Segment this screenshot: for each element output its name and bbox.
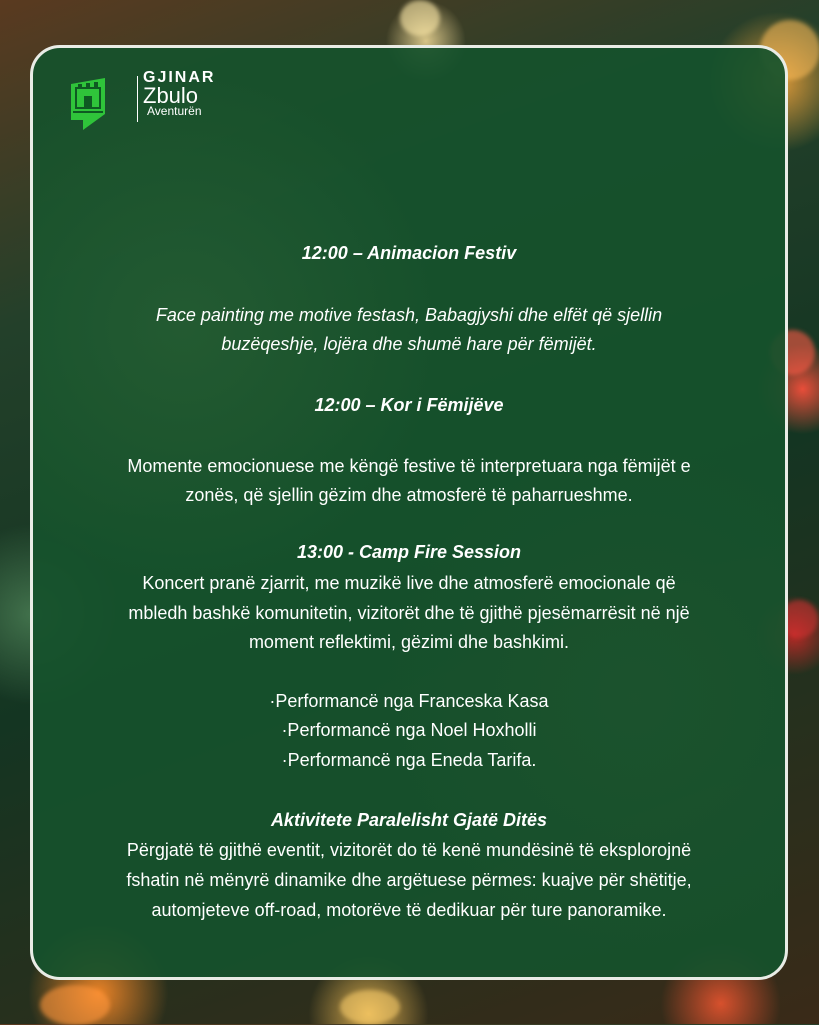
section-body-line: fshatin në mënyrë dinamike dhe argëtuese përmes: kuajve për shëtitje, xyxy=(126,870,692,890)
performance-item: ·Performancë nga Eneda Tarifa. xyxy=(281,750,537,770)
section-body-line: Përgjatë të gjithë eventit, vizitorët do të kenë mundësinë të eksplorojnë xyxy=(126,840,692,860)
schedule-card xyxy=(30,45,788,980)
section-heading: Aktivitete Paralelisht Gjatë Ditës xyxy=(270,810,548,830)
brand-name: GJINAR xyxy=(143,69,216,86)
brand-tagline-main: Zbulo xyxy=(143,83,199,108)
performance-item: ·Performancë nga Franceska Kasa xyxy=(269,691,549,711)
section-body-line: moment reflektimi, gëzimi dhe bashkimi. xyxy=(248,632,570,652)
section-heading: 13:00 - Camp Fire Session xyxy=(296,542,522,562)
section-body-line: automjeteve off-road, motorëve të dedikuar për ture panoramike. xyxy=(151,900,667,920)
brand-logo xyxy=(143,70,215,117)
logo-divider xyxy=(137,76,138,122)
bokeh-light xyxy=(40,985,110,1025)
section-body-line: mbledh bashkë komunitetin, vizitorët dhe të gjithë pjesëmarrësit në një xyxy=(128,603,690,623)
performance-item: ·Performancë nga Noel Hoxholli xyxy=(281,720,537,740)
section-heading: 12:00 – Animacion Festiv xyxy=(301,243,517,263)
castle-logo-icon xyxy=(69,74,107,130)
section-body-line: Face painting me motive festash, Babagjyshi dhe elfët që sjellin xyxy=(155,305,663,325)
section-heading: 12:00 – Kor i Fëmijëve xyxy=(314,395,504,415)
bokeh-light xyxy=(400,0,440,36)
brand-tagline-sub: Aventurën xyxy=(147,104,202,118)
section-body-line: zonës, që sjellin gëzim dhe atmosferë të paharrueshme. xyxy=(185,485,633,505)
section-body-line: buzëqeshje, lojëra dhe shumë hare për fëmijët. xyxy=(221,334,597,354)
section-body-line: Momente emocionuese me këngë festive të interpretuara nga fëmijët e xyxy=(127,456,691,476)
bokeh-light xyxy=(340,990,400,1024)
section-body-line: Koncert pranë zjarrit, me muzikë live dhe atmosferë emocionale që xyxy=(142,573,676,593)
